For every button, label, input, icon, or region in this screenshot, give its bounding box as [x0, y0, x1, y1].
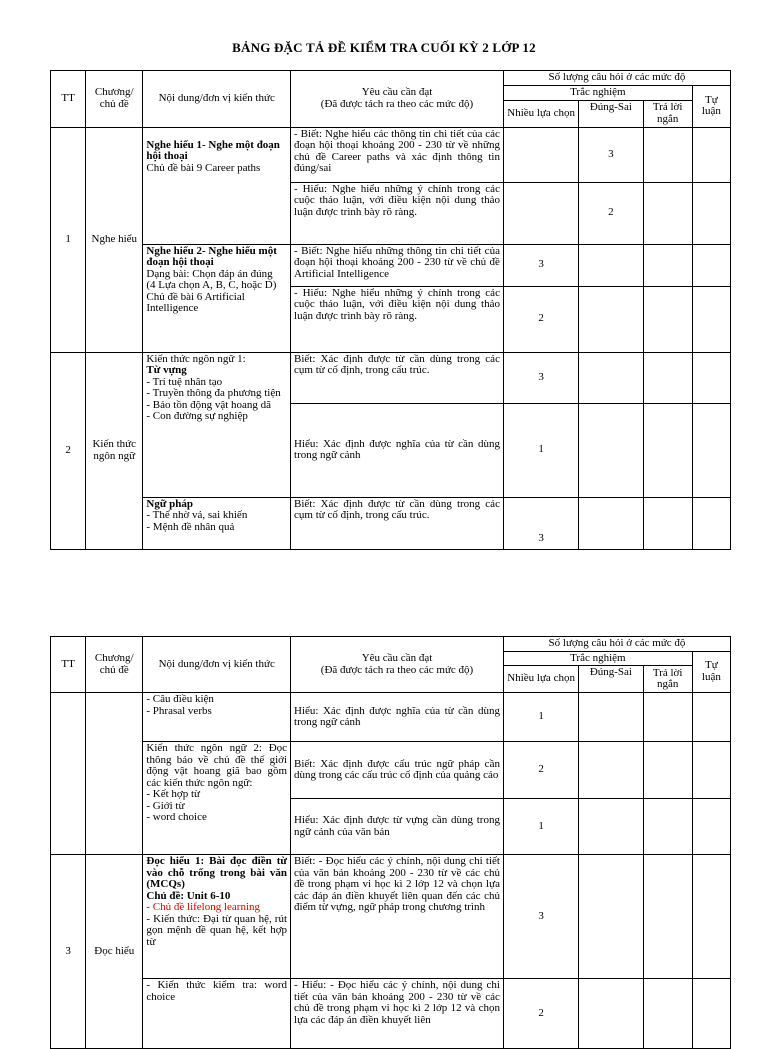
kt2-hieu-tln: [643, 799, 692, 855]
nghe1-hieu-ds: 2: [579, 182, 643, 244]
header-chuong-2-text: Chương/ chủ đề: [94, 652, 134, 676]
cont-hieu-tl: [692, 693, 730, 742]
header-dung-sai: Đúng-Sai: [579, 100, 643, 127]
nghe2-hieu-tl: [692, 286, 730, 352]
nghe2-hieu-tln: [643, 286, 692, 352]
nguphap-biet: Biết: Xác định được từ cần dùng trong các cụm từ cố định, trong cấu trúc.: [291, 497, 504, 549]
spec-table-1: [50, 70, 731, 550]
header-tt: TT: [51, 71, 86, 128]
nghe2-hieu: - Hiểu: Nghe hiểu những ý chính trong các cuộc thảo luận, với điều kiện nội dung thảo luận được trình bày rõ ràng.: [291, 286, 504, 352]
tuvung-l3: - Bảo tồn động vật hoang dã: [146, 398, 272, 411]
nghe2-biet-tln: [643, 244, 692, 286]
kt2-l1: - Kết hợp từ: [146, 788, 201, 801]
nghe1-hieu-tln: [643, 182, 692, 244]
nghe2-biet-tl: [692, 244, 730, 286]
kt2-biet-mc: 2: [503, 742, 578, 799]
chuong-kien-thuc: Kiến thức ngôn ngữ: [86, 352, 143, 549]
nghe1-title: Nghe hiểu 1- Nghe một đoạn hội thoại: [146, 138, 280, 163]
nghe2-l3: Chủ đề bài 6 Artificial Intelligence: [146, 290, 245, 315]
header-trac-nghiem-2: Trắc nghiệm: [503, 651, 692, 666]
tuvung-hieu: Hiểu: Xác định được nghĩa của từ cần dùng trong ngữ cảnh: [291, 403, 504, 497]
doc2-hieu-mc: 2: [503, 979, 578, 1049]
header-yeu-cau-2: [291, 637, 504, 693]
noi-dung-nghe-2: [143, 244, 291, 352]
kt2-hieu-mc: 1: [503, 799, 578, 855]
header-nhieu-lua-chon: Nhiều lựa chọn: [503, 100, 578, 127]
chuong-doc-hieu: Đọc hiểu: [86, 855, 143, 1049]
tuvung-biet-tl: [692, 352, 730, 403]
doc1-biet-ds: [579, 855, 643, 979]
row-tt-2: 2: [51, 352, 86, 549]
doc1-biet: Biết: - Đọc hiểu các ý chính, nội dung chi tiết của văn bản khoảng 200 - 230 từ về các chủ đề trong phạm vi học kì 2 lớp 12 và chọn lựa các đáp án điền khuyết liên quan đến các chủ điểm từ vựng, ngữ pháp trong chương trình: [291, 855, 504, 979]
doc2-hieu: - Hiểu: - Đọc hiểu các ý chính, nội dung chi tiết của văn bản khoảng 200 - 230 từ về các chủ đề trong phạm vi học kì 2 lớp 12 và chọn lựa các đáp án điền khuyết liên: [291, 979, 504, 1049]
noi-dung-nghe-1: [143, 127, 291, 244]
row-tt-3: 3: [51, 855, 86, 1049]
nguphap-title: Ngữ pháp: [146, 497, 194, 510]
header-noi-dung-2: Nội dung/đơn vị kiến thức: [143, 637, 291, 693]
header-chuong-text: Chương/ chủ đề: [94, 86, 134, 110]
tuvung-biet-tln: [643, 352, 692, 403]
nghe2-hieu-ds: [579, 286, 643, 352]
nghe2-biet-mc: 3: [503, 244, 578, 286]
header-nhieu-lua-chon-2: Nhiều lựa chọn: [503, 666, 578, 693]
kt2-hieu-tl: [692, 799, 730, 855]
kt2-biet-tln: [643, 742, 692, 799]
row-tt-2-cont: [51, 693, 86, 855]
header-yeu-cau-sub: (Đã được tách ra theo các mức độ): [320, 97, 474, 110]
nghe2-biet: - Biết: Nghe hiểu những thông tin chi tiết của đoạn hội thoại khoảng 200 - 230 từ về chủ đề Artificial Intelligence: [291, 244, 504, 286]
kt2-l2: - Giới từ: [146, 799, 185, 812]
nghe1-hieu-tl: [692, 182, 730, 244]
tuvung-hieu-tln: [643, 403, 692, 497]
tuvung-title: Từ vựng: [146, 364, 187, 377]
cont-l1: - Câu điều kiện: [146, 693, 214, 706]
header-tu-luan: Tự luận: [692, 86, 730, 128]
header-chuong: [86, 71, 143, 128]
doc2-hieu-ds: [579, 979, 643, 1049]
cont-hieu: Hiểu: Xác định được nghĩa của từ cần dùng trong ngữ cảnh: [291, 693, 504, 742]
nghe2-biet-ds: [579, 244, 643, 286]
nguphap-biet-ds: [579, 497, 643, 549]
kt2-biet-ds: [579, 742, 643, 799]
cont-hieu-mc: 1: [503, 693, 578, 742]
row-tt-1: 1: [51, 127, 86, 352]
header-tt-2: TT: [51, 637, 86, 693]
nghe2-hieu-mc: 2: [503, 286, 578, 352]
header-trac-nghiem: Trắc nghiệm: [503, 86, 692, 101]
header-dung-sai-2: Đúng-Sai: [579, 666, 643, 693]
tuvung-l0: Kiến thức ngôn ngữ 1:: [146, 352, 246, 365]
header-tra-loi-ngan: Trả lời ngắn: [643, 100, 692, 127]
noi-dung-ngu-phap: [143, 497, 291, 549]
nghe1-hieu: - Hiểu: Nghe hiểu những ý chính trong các cuộc thảo luận, với điều kiện nội dung thảo luận được trình bày rõ ràng.: [291, 182, 504, 244]
doc1-l1: - Kiến thức: Đại từ quan hệ, rút gọn mệnh đề quan hệ, kết hợp từ: [146, 912, 288, 948]
nghe1-sub: Chủ đề bài 9 Career paths: [146, 161, 261, 174]
doc1-red: - Chủ đề lifelong learning: [146, 901, 261, 914]
nguphap-biet-tl: [692, 497, 730, 549]
tuvung-hieu-mc: 1: [503, 403, 578, 497]
kt2-biet-tl: [692, 742, 730, 799]
chuong-nghe-hieu: Nghe hiểu: [86, 127, 143, 352]
nguphap-l1: - Thể nhờ vả, sai khiến: [146, 509, 248, 522]
nguphap-biet-tln: [643, 497, 692, 549]
doc1-biet-mc: 3: [503, 855, 578, 979]
kt2-l0: Kiến thức ngôn ngữ 2: Đọc thông báo về chủ đề thế giới động vật hoang giã bao gồm các kiến thức ngôn ngữ:: [146, 742, 288, 789]
nghe2-title: Nghe hiểu 2- Nghe hiểu một đoạn hội thoại: [146, 244, 277, 269]
kt2-hieu: Hiểu: Xác định được từ vựng cần dùng trong ngữ cảnh của văn bản: [291, 799, 504, 855]
noi-dung-kt2: [143, 742, 291, 855]
doc1-sub: Chủ đề: Unit 6-10: [146, 889, 231, 902]
header-so-luong: Số lượng câu hỏi ở các mức độ: [503, 71, 730, 86]
tuvung-hieu-tl: [692, 403, 730, 497]
cont-hieu-tln: [643, 693, 692, 742]
doc2-hieu-tl: [692, 979, 730, 1049]
tuvung-biet-ds: [579, 352, 643, 403]
tuvung-biet: Biết: Xác định được từ cần dùng trong các cụm từ cố định, trong cấu trúc.: [291, 352, 504, 403]
header-chuong-2: [86, 637, 143, 693]
header-yeu-cau-sub-2: (Đã được tách ra theo các mức độ): [320, 663, 474, 676]
header-tu-luan-2: Tự luận: [692, 651, 730, 693]
doc1-biet-tln: [643, 855, 692, 979]
tuvung-biet-mc: 3: [503, 352, 578, 403]
page-title: BẢNG ĐẶC TẢ ĐỀ KIỂM TRA CUỐI KỲ 2 LỚP 12: [232, 40, 536, 55]
doc2-hieu-tln: [643, 979, 692, 1049]
header-yeu-cau-title: Yêu cầu cần đạt: [361, 86, 433, 99]
nghe1-biet-mc: [503, 127, 578, 182]
tuvung-l1: - Trí tuệ nhân tạo: [146, 375, 223, 388]
noi-dung-doc-1: [143, 855, 291, 979]
kt2-l3: - word choice: [146, 811, 207, 824]
tuvung-l4: - Con đường sự nghiệp: [146, 410, 248, 423]
tuvung-hieu-ds: [579, 403, 643, 497]
header-yeu-cau: [291, 71, 504, 128]
kt2-hieu-ds: [579, 799, 643, 855]
header-tra-loi-ngan-2: Trả lời ngắn: [643, 666, 692, 693]
cont-l2: - Phrasal verbs: [146, 704, 212, 717]
nghe2-l2: (4 Lựa chọn A, B, C, hoặc D): [146, 279, 277, 292]
nguphap-l2: - Mệnh đề nhân quả: [146, 520, 235, 533]
spec-table-2: [50, 636, 731, 1049]
kt2-biet: Biết: Xác định được cấu trúc ngữ pháp cần dùng trong các cấu trúc cố định của quảng cáo: [291, 742, 504, 799]
chuong-kien-thuc-cont: [86, 693, 143, 855]
nghe1-biet-tl: [692, 127, 730, 182]
noi-dung-cont: [143, 693, 291, 742]
doc1-biet-tl: [692, 855, 730, 979]
cont-hieu-ds: [579, 693, 643, 742]
noi-dung-doc-2: - Kiến thức kiểm tra: word choice: [143, 979, 291, 1049]
header-yeu-cau-title-2: Yêu cầu cần đạt: [361, 652, 433, 664]
header-noi-dung: Nội dung/đơn vị kiến thức: [143, 71, 291, 128]
tuvung-l2: - Truyền thông đa phương tiện: [146, 387, 281, 400]
doc1-title: Đọc hiểu 1: Bài đọc điền từ vào chỗ trống trong bài văn (MCQs): [146, 855, 288, 891]
nghe1-biet: - Biết: Nghe hiểu các thông tin chi tiết của các đoạn hội thoại khoảng 200 - 230 từ về những chủ đề Career paths và xác định thông tin đúng/sai: [291, 127, 504, 182]
nghe1-biet-tln: [643, 127, 692, 182]
nghe2-l1: Dạng bài: Chọn đáp án đúng: [146, 267, 273, 280]
nghe1-hieu-mc: [503, 182, 578, 244]
nghe1-biet-ds: 3: [579, 127, 643, 182]
nguphap-biet-mc: 3: [503, 497, 578, 549]
header-so-luong-2: Số lượng câu hỏi ở các mức độ: [503, 637, 730, 652]
noi-dung-tu-vung: [143, 352, 291, 497]
